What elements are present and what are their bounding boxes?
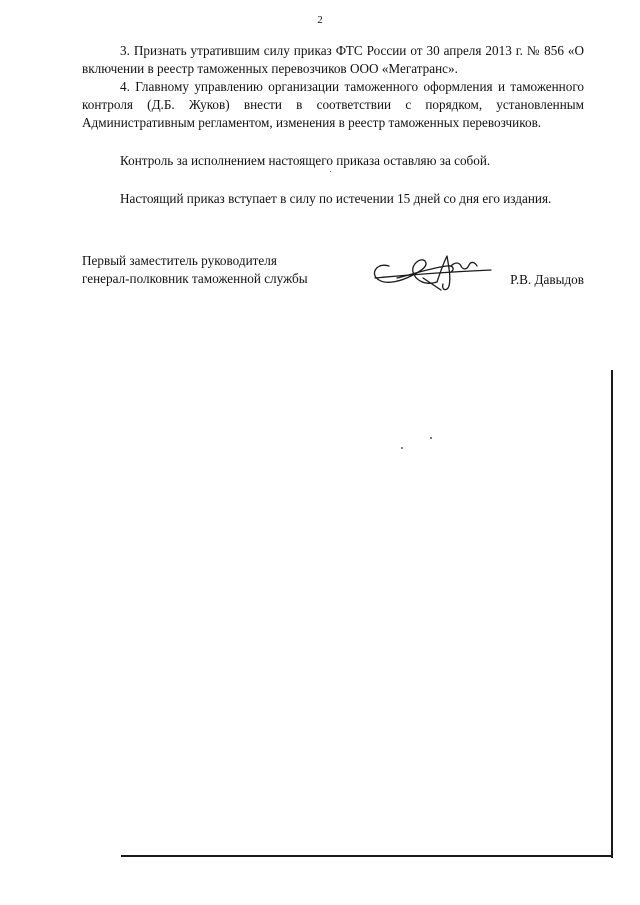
scan-edge-bottom [121,855,613,857]
paragraph-control: Контроль за исполнением настоящего приказа оставляю за собой. [120,153,491,168]
signatory-title-line2: генерал-полковник таможенной службы [82,271,308,286]
signatory-title-line1: Первый заместитель руководителя [82,253,277,268]
scan-edge-right [611,370,613,858]
paragraph-item-3: 3. Признать утратившим силу приказ ФТС России от 30 апреля 2013 г. № 856 «О включении в реестр таможенных перевозчиков ООО «Мегатранс». [82,43,584,76]
signature-block [82,252,584,292]
scan-speck [401,447,403,449]
paragraph-item-4: 4. Главному управлению организации таможенного оформления и таможенного контроля (Д.Б. Жуков) внести в соответствии с порядком, установленным Административным регламентом, изменения в реестр таможенных перевозчиков. [82,79,584,130]
signatory-title [82,252,352,288]
order-body [82,42,584,208]
page-number: 2 [317,14,323,26]
handwritten-signature-icon [367,248,497,296]
scan-speck [330,171,331,172]
signatory-name: Р.В. Давыдов [510,272,584,287]
scan-speck [430,437,432,439]
paragraph-effective-date: Настоящий приказ вступает в силу по истечении 15 дней со дня его издания. [120,191,552,206]
